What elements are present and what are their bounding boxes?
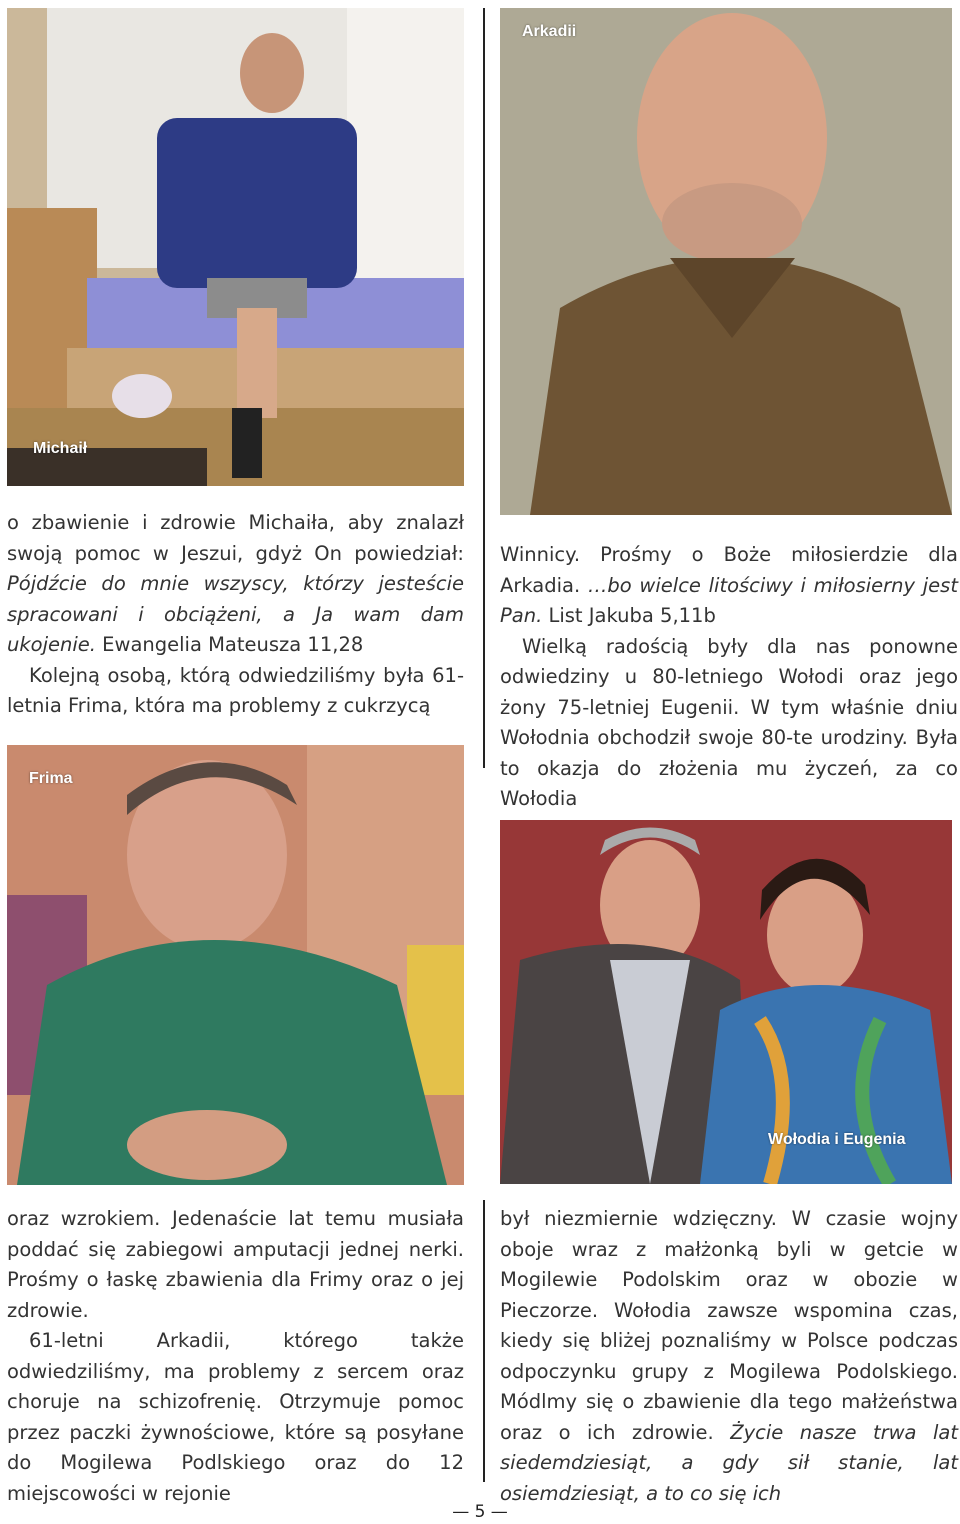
photo-wolodia-eugenia xyxy=(500,820,952,1184)
caption-arkadii: Arkadii xyxy=(522,23,577,40)
photo-frima-image xyxy=(7,745,464,1185)
quote: Życie nasze trwa lat siedemdziesiąt, a gdy sił stanie, lat osiemdziesiąt, a to co się ich xyxy=(500,1420,959,1505)
reference: Ewangelia Mateusza 11,28 xyxy=(102,633,364,656)
photo-michail xyxy=(7,8,464,486)
caption-frima: Frima xyxy=(29,770,73,787)
caption-wolodia-eugenia: Wołodia i Eugenia xyxy=(768,1131,906,1148)
text: Winnicy. Prośmy o Boże miłosierdzie dla Arkadia. xyxy=(500,543,958,597)
paragraph: oraz wzrokiem. Jedenaście lat temu musiała poddać się zabiegowi amputacji jednej nerki. Prośmy o łaskę zbawienia dla Frimy oraz o jej zdrowie. xyxy=(7,1207,464,1322)
text: o zbawienie i zdrowie Michaiła, aby znalazł swoją pomoc w Jeszui, gdyż On powiedział: xyxy=(7,511,464,565)
text-right-top xyxy=(500,540,958,815)
column-divider-bottom xyxy=(483,1200,485,1482)
reference: List Jakuba 5,11b xyxy=(548,604,716,627)
quote: …bo wielce litościwy i miłosierny jest Pan. xyxy=(500,573,958,627)
text-right-bottom xyxy=(500,1204,958,1509)
paragraph: 61-letni Arkadii, którego także odwiedziliśmy, ma problemy z sercem oraz choruje na schizofrenię. Otrzymuje pomoc przez paczki żywnościowe, które są posyłane do Mogilewa Podlskiego oraz do 12 miejscowości w rejonie xyxy=(7,1329,464,1505)
column-divider-top xyxy=(483,8,485,768)
paragraph xyxy=(500,540,958,632)
page-number: — 5 — xyxy=(452,1502,508,1522)
text: był niezmiernie wdzięczny. W czasie wojny oboje wraz z małżonką byli w getcie w Mogilewie Podolskim oraz w obozie w Pieczorze. Wołodia zawsze wspomina czas, kiedy się bliżej poznaliśmy w Polsce podczas odpoczynku grupy z Mogilewa Podolskiego. Módlmy się o zbawienie dla tego małżeństwa oraz o ich zdrowie. xyxy=(500,1207,958,1444)
caption-michail: Michaił xyxy=(33,440,88,457)
quote: Pójdźcie do mnie wszyscy, którzy jesteście spracowani i obciążeni, a Ja wam dam ukojenie. xyxy=(7,572,464,656)
paragraph xyxy=(7,508,464,661)
photo-arkadii-image xyxy=(500,8,952,515)
photo-frima xyxy=(7,745,464,1185)
photo-arkadii xyxy=(500,8,952,515)
paragraph: Kolejną osobą, którą odwiedziliśmy była 61-letnia Frima, która ma problemy z cukrzycą xyxy=(7,663,464,717)
text-left-bottom xyxy=(7,1204,464,1509)
paragraph xyxy=(500,1204,958,1509)
text-left-top xyxy=(7,508,464,722)
paragraph: Wielką radością były dla nas ponowne odwiedziny u 80-letniego Wołodi oraz jego żony 75-letniej Eugenii. W tym właśnie dniu Wołodnia obchodził swoje 80-te urodziny. Była to okazja do złożenia mu życzeń, za co Wołodia xyxy=(500,634,958,810)
photo-wolodia-eugenia-image xyxy=(500,820,952,1184)
photo-michail-image xyxy=(7,8,464,486)
